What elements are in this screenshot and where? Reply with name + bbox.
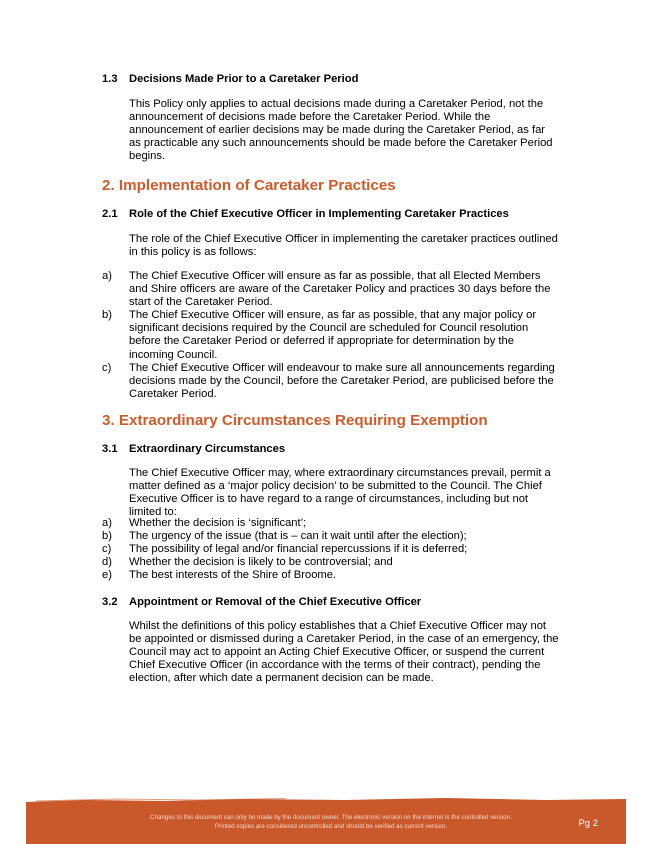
- list-text: Whether the decision is likely to be controversial; and: [129, 556, 393, 569]
- list-marker: a): [102, 517, 112, 529]
- list-item: [102, 270, 559, 309]
- subsection-title: Appointment or Removal of the Chief Executive Officer: [129, 596, 422, 608]
- subsection-number: 3.2: [102, 596, 118, 608]
- subsection-heading-3-1: [102, 442, 285, 456]
- list-text: The Chief Executive Officer will ensure as far as possible, that all Elected Members and Shire officers are aware of the Caretaker Policy and practices 30 days before the start of the Caretaker Period.: [129, 270, 551, 309]
- paragraph-3-2: Whilst the definitions of this policy establishes that a Chief Executive Officer may not be appointed or dismissed during a Caretaker Period, in the case of an emergency, the Council may act to appoint an Acting Chief Executive Officer, or suspend the current Chief Executive Officer (in accordance with the terms of their contract), pending the election, after which date a permanent decision can be made.: [129, 620, 559, 685]
- paragraph-1-3: This Policy only applies to actual decisions made during a Caretaker Period, not the announcement of decisions made before the Caretaker Period. While the announcement of earlier decisions may be made during the Caretaker Period, as far as practicable any such announcements should be made before the Caretaker Period begins.: [129, 98, 553, 163]
- list-text: The best interests of the Shire of Broome.: [129, 569, 337, 582]
- subsection-heading-1-3: [102, 72, 358, 86]
- list-marker: c): [102, 543, 112, 556]
- list-text: The Chief Executive Officer will endeavour to make sure all announcements regarding decisions made by the Council, before the Caretaker Period, are publicised before the Caretaker Period.: [129, 361, 555, 400]
- list-text: Whether the decision is ‘significant’;: [129, 517, 307, 529]
- list-2-1: [102, 270, 559, 401]
- subsection-number: 1.3: [102, 73, 118, 85]
- paragraph-2-1-intro: The role of the Chief Executive Officer in implementing the caretaker practices outlined in this policy is as follows:: [129, 233, 558, 259]
- page-number: Pg 2: [578, 818, 598, 829]
- list-marker: b): [102, 530, 112, 543]
- list-marker: e): [102, 569, 112, 582]
- footer-line-1: Changes to this document can only be made by the document owner. The electronic version on the internet is the controlled version.: [150, 814, 512, 821]
- paragraph-3-1-intro: The Chief Executive Officer may, where extraordinary circumstances prevail, permit a matter defined as a ‘major policy decision’ to be submitted to the Council. The Chief Executive Officer is to have regard to a range of circumstances, including but not limited to:: [129, 467, 551, 519]
- section-heading-2: 2. Implementation of Caretaker Practices: [102, 177, 396, 194]
- subsection-title: Role of the Chief Executive Officer in Implementing Caretaker Practices: [129, 208, 509, 220]
- list-item: [102, 309, 559, 361]
- list-marker: d): [102, 556, 112, 569]
- section-heading-3: 3. Extraordinary Circumstances Requiring Exemption: [102, 412, 488, 429]
- list-item: [102, 543, 559, 556]
- footer-disclaimer: [126, 813, 536, 831]
- list-text: The Chief Executive Officer will ensure, as far as possible, that any major policy or significant decisions required by the Council are scheduled for Council resolution before the Caretaker Period or deferred if appropriate for determination by the incoming Council.: [129, 309, 537, 361]
- subsection-number: 3.1: [102, 443, 118, 455]
- list-text: The possibility of legal and/or financial repercussions if it is deferred;: [129, 543, 468, 556]
- list-marker: b): [102, 309, 112, 322]
- list-item: [102, 517, 559, 530]
- subsection-heading-2-1: [102, 207, 509, 221]
- subsection-title: Extraordinary Circumstances: [129, 443, 286, 455]
- list-item: [102, 362, 559, 401]
- footer-line-2: Printed copies are considered uncontrolled and should be verified as current version.: [214, 823, 448, 830]
- subsection-title: Decisions Made Prior to a Caretaker Period: [129, 73, 359, 85]
- list-marker: c): [102, 361, 112, 374]
- subsection-number: 2.1: [102, 208, 118, 220]
- list-item: [102, 569, 559, 582]
- list-text: The urgency of the issue (that is – can it wait until after the election);: [129, 530, 467, 543]
- list-3-1: [102, 517, 559, 582]
- list-item: [102, 530, 559, 543]
- list-item: [102, 556, 559, 569]
- list-marker: a): [102, 270, 112, 282]
- page-footer: [26, 802, 626, 844]
- subsection-heading-3-2: [102, 595, 421, 609]
